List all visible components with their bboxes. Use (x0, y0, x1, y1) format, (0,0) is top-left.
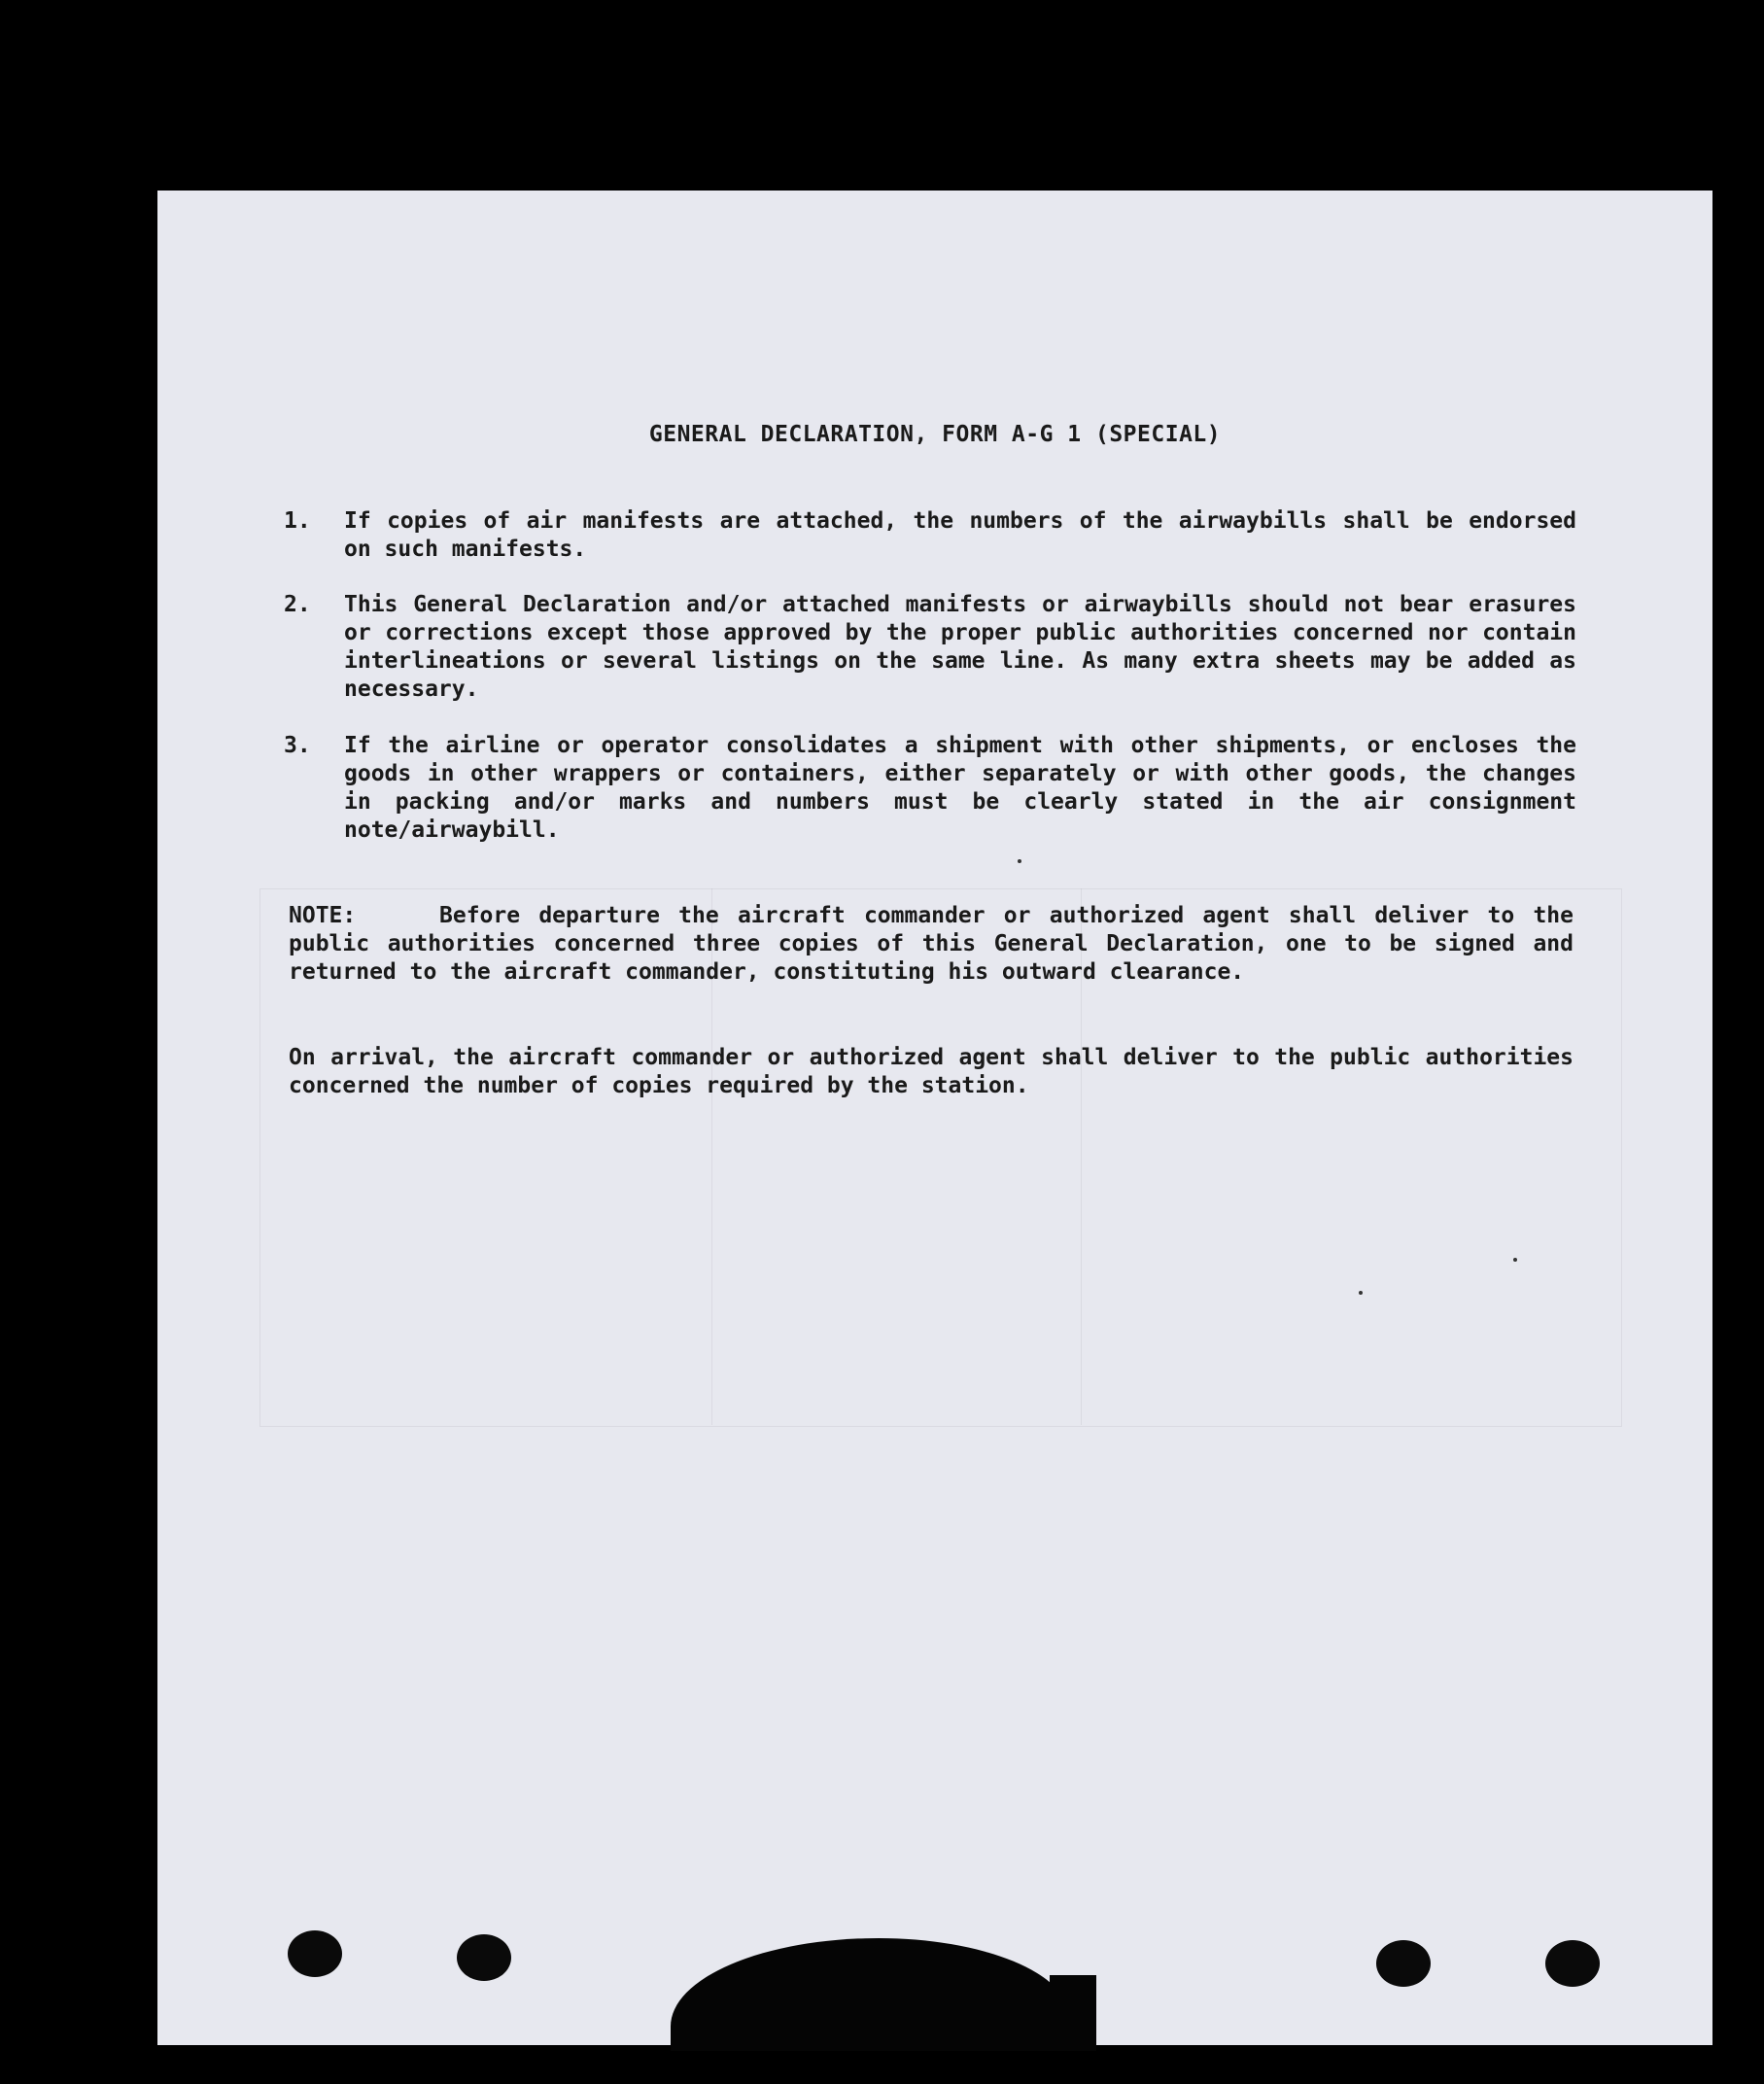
item-number: 2. (284, 592, 311, 617)
note-paragraph (289, 902, 1574, 987)
torn-edge (1050, 1975, 1096, 2051)
torn-edge (671, 1938, 1069, 2051)
punch-hole (457, 1934, 511, 1981)
note-label: NOTE: (289, 903, 357, 928)
paper-speck (1513, 1258, 1517, 1262)
item-text: If copies of air manifests are attached, the numbers of the airwaybills shall be endorsed on such manifests. (344, 508, 1576, 562)
item-number: 3. (284, 733, 311, 758)
item-text: This General Declaration and/or attached manifests or airwaybills should not bear erasures or corrections except those approved by the proper public authorities concerned nor contain interlineations or several listings on the same line. As many extra sheets may be added as necessary. (344, 592, 1576, 702)
document-title: GENERAL DECLARATION, FORM A-G 1 (SPECIAL) (648, 422, 1222, 447)
document-page (157, 191, 1712, 2045)
arrival-paragraph: On arrival, the aircraft commander or authorized agent shall deliver to the public authorities concerned the number of copies required by the station. (289, 1045, 1574, 1098)
item-text: If the airline or operator consolidates a shipment with other shipments, or encloses the goods in other wrappers or containers, either separately or with other goods, the changes in packing and/or marks and numbers must be clearly stated in the air consignment note/airwaybill. (344, 733, 1576, 843)
item-number: 1. (284, 508, 311, 534)
paper-speck (1018, 859, 1021, 863)
punch-hole (1545, 1940, 1600, 1987)
note-text: Before departure the aircraft commander or authorized agent shall deliver to the public authorities concerned three copies of this General Declaration, one to be signed and returned to the aircraft commander, constituting his outward clearance. (289, 903, 1574, 985)
punch-hole (288, 1930, 342, 1977)
paper-speck (1359, 1291, 1363, 1295)
punch-hole (1376, 1940, 1431, 1987)
